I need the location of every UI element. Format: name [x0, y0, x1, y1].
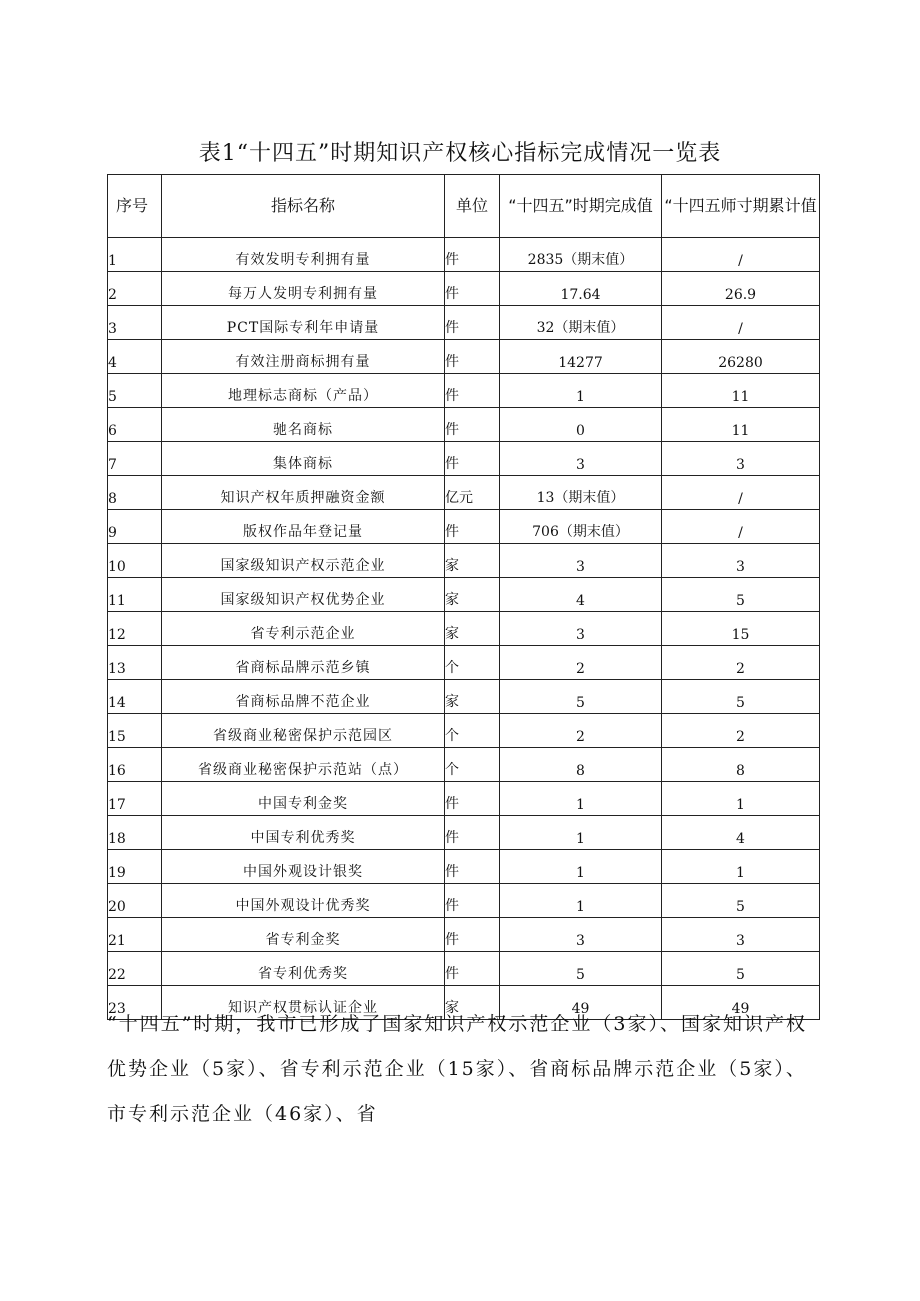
row-name: 中国专利优秀奖 [162, 816, 445, 850]
row-name: 省专利示范企业 [162, 612, 445, 646]
table-row [108, 476, 820, 510]
row-cumulative: 3 [662, 442, 820, 476]
header-unit: 单位 [445, 175, 500, 238]
row-no: 23 [108, 986, 162, 1020]
row-no: 1 [108, 238, 162, 272]
row-cumulative: 2 [662, 646, 820, 680]
row-no: 14 [108, 680, 162, 714]
row-done: 14277 [500, 340, 662, 374]
row-unit: 家 [445, 578, 500, 612]
row-unit: 个 [445, 646, 500, 680]
row-no: 15 [108, 714, 162, 748]
row-cumulative: 4 [662, 816, 820, 850]
table-row [108, 952, 820, 986]
row-no: 17 [108, 782, 162, 816]
table-row [108, 238, 820, 272]
table-row [108, 510, 820, 544]
row-name: 知识产权年质押融资金额 [162, 476, 445, 510]
row-cumulative: 1 [662, 850, 820, 884]
table-row [108, 578, 820, 612]
row-unit: 家 [445, 612, 500, 646]
row-done: 2 [500, 646, 662, 680]
row-unit: 件 [445, 782, 500, 816]
row-name: 知识产权贯标认证企业 [162, 986, 445, 1020]
row-cumulative: 2 [662, 714, 820, 748]
table-row [108, 272, 820, 306]
row-no: 22 [108, 952, 162, 986]
header-cumulative: “十四五师寸期累计值 [662, 175, 820, 238]
row-done: 4 [500, 578, 662, 612]
row-unit: 件 [445, 816, 500, 850]
row-cumulative: 5 [662, 680, 820, 714]
row-cumulative: / [662, 510, 820, 544]
row-name: 有效注册商标拥有量 [162, 340, 445, 374]
row-cumulative: 3 [662, 544, 820, 578]
row-unit: 件 [445, 850, 500, 884]
row-unit: 件 [445, 918, 500, 952]
row-no: 10 [108, 544, 162, 578]
row-cumulative: 11 [662, 408, 820, 442]
row-unit: 件 [445, 408, 500, 442]
row-unit: 件 [445, 510, 500, 544]
row-name: 省商标品牌示范乡镇 [162, 646, 445, 680]
header-name: 指标名称 [162, 175, 445, 238]
row-name: PCT国际专利年申请量 [162, 306, 445, 340]
row-cumulative: / [662, 238, 820, 272]
row-done: 32（期末值） [500, 306, 662, 340]
row-name: 集体商标 [162, 442, 445, 476]
row-done: 13（期末值） [500, 476, 662, 510]
row-cumulative: 8 [662, 748, 820, 782]
row-cumulative: 11 [662, 374, 820, 408]
table-row [108, 340, 820, 374]
row-cumulative: 15 [662, 612, 820, 646]
table-row [108, 816, 820, 850]
row-name: 版权作品年登记量 [162, 510, 445, 544]
summary-paragraph: “十四五”时期，我市已形成了国家知识产权示范企业（3家）、国家知识产权优势企业（5家）、省专利示范企业（15家）、省商标品牌示范企业（5家）、市专利示范企业（46家）、省 [107, 1013, 808, 1125]
table-row [108, 306, 820, 340]
table-row [108, 748, 820, 782]
row-cumulative: 49 [662, 986, 820, 1020]
row-unit: 件 [445, 952, 500, 986]
row-no: 18 [108, 816, 162, 850]
header-done: “十四五”时期完成值 [500, 175, 662, 238]
row-done: 1 [500, 816, 662, 850]
row-name: 驰名商标 [162, 408, 445, 442]
row-name: 省专利优秀奖 [162, 952, 445, 986]
table-row [108, 782, 820, 816]
row-name: 省商标品牌不范企业 [162, 680, 445, 714]
table-row [108, 646, 820, 680]
row-unit: 件 [445, 884, 500, 918]
row-no: 12 [108, 612, 162, 646]
row-done: 3 [500, 544, 662, 578]
table-row [108, 884, 820, 918]
table-row [108, 714, 820, 748]
row-unit: 家 [445, 544, 500, 578]
row-done: 5 [500, 952, 662, 986]
row-done: 49 [500, 986, 662, 1020]
row-no: 3 [108, 306, 162, 340]
row-no: 8 [108, 476, 162, 510]
row-cumulative: 5 [662, 952, 820, 986]
row-done: 2 [500, 714, 662, 748]
table-row [108, 408, 820, 442]
row-unit: 件 [445, 272, 500, 306]
table-row [108, 442, 820, 476]
row-name: 国家级知识产权示范企业 [162, 544, 445, 578]
row-cumulative: 26280 [662, 340, 820, 374]
row-name: 中国专利金奖 [162, 782, 445, 816]
row-no: 2 [108, 272, 162, 306]
table-row [108, 918, 820, 952]
row-unit: 家 [445, 986, 500, 1020]
row-done: 1 [500, 782, 662, 816]
row-name: 省级商业秘密保护示范站（点） [162, 748, 445, 782]
row-cumulative: 5 [662, 884, 820, 918]
header-no: 序号 [108, 175, 162, 238]
row-no: 21 [108, 918, 162, 952]
row-done: 3 [500, 442, 662, 476]
row-done: 1 [500, 884, 662, 918]
row-name: 国家级知识产权优势企业 [162, 578, 445, 612]
row-name: 省级商业秘密保护示范园区 [162, 714, 445, 748]
row-unit: 亿元 [445, 476, 500, 510]
row-done: 1 [500, 374, 662, 408]
row-name: 有效发明专利拥有量 [162, 238, 445, 272]
row-cumulative: / [662, 476, 820, 510]
row-done: 8 [500, 748, 662, 782]
table-row [108, 680, 820, 714]
table-row [108, 612, 820, 646]
row-unit: 件 [445, 238, 500, 272]
row-name: 每万人发明专利拥有量 [162, 272, 445, 306]
row-unit: 件 [445, 306, 500, 340]
table-body [108, 238, 820, 1020]
row-no: 20 [108, 884, 162, 918]
row-done: 706（期末值） [500, 510, 662, 544]
row-no: 4 [108, 340, 162, 374]
row-no: 9 [108, 510, 162, 544]
row-done: 3 [500, 612, 662, 646]
row-done: 2835（期末值） [500, 238, 662, 272]
row-unit: 件 [445, 374, 500, 408]
row-no: 16 [108, 748, 162, 782]
row-unit: 件 [445, 442, 500, 476]
row-no: 19 [108, 850, 162, 884]
indicator-table [107, 174, 820, 1020]
row-cumulative: 26.9 [662, 272, 820, 306]
row-no: 11 [108, 578, 162, 612]
row-done: 5 [500, 680, 662, 714]
row-unit: 个 [445, 714, 500, 748]
row-done: 0 [500, 408, 662, 442]
table-row [108, 544, 820, 578]
table-title: 表1“十四五”时期知识产权核心指标完成情况一览表 [198, 141, 722, 166]
row-cumulative: 3 [662, 918, 820, 952]
row-cumulative: 5 [662, 578, 820, 612]
row-unit: 个 [445, 748, 500, 782]
row-no: 5 [108, 374, 162, 408]
row-name: 中国外观设计优秀奖 [162, 884, 445, 918]
table-row [108, 850, 820, 884]
row-no: 13 [108, 646, 162, 680]
row-no: 7 [108, 442, 162, 476]
row-no: 6 [108, 408, 162, 442]
row-name: 省专利金奖 [162, 918, 445, 952]
row-unit: 家 [445, 680, 500, 714]
row-cumulative: / [662, 306, 820, 340]
row-done: 1 [500, 850, 662, 884]
table-row [108, 374, 820, 408]
row-done: 17.64 [500, 272, 662, 306]
row-done: 3 [500, 918, 662, 952]
table-header-row [108, 175, 820, 238]
row-name: 中国外观设计银奖 [162, 850, 445, 884]
row-cumulative: 1 [662, 782, 820, 816]
row-unit: 件 [445, 340, 500, 374]
row-name: 地理标志商标（产品） [162, 374, 445, 408]
